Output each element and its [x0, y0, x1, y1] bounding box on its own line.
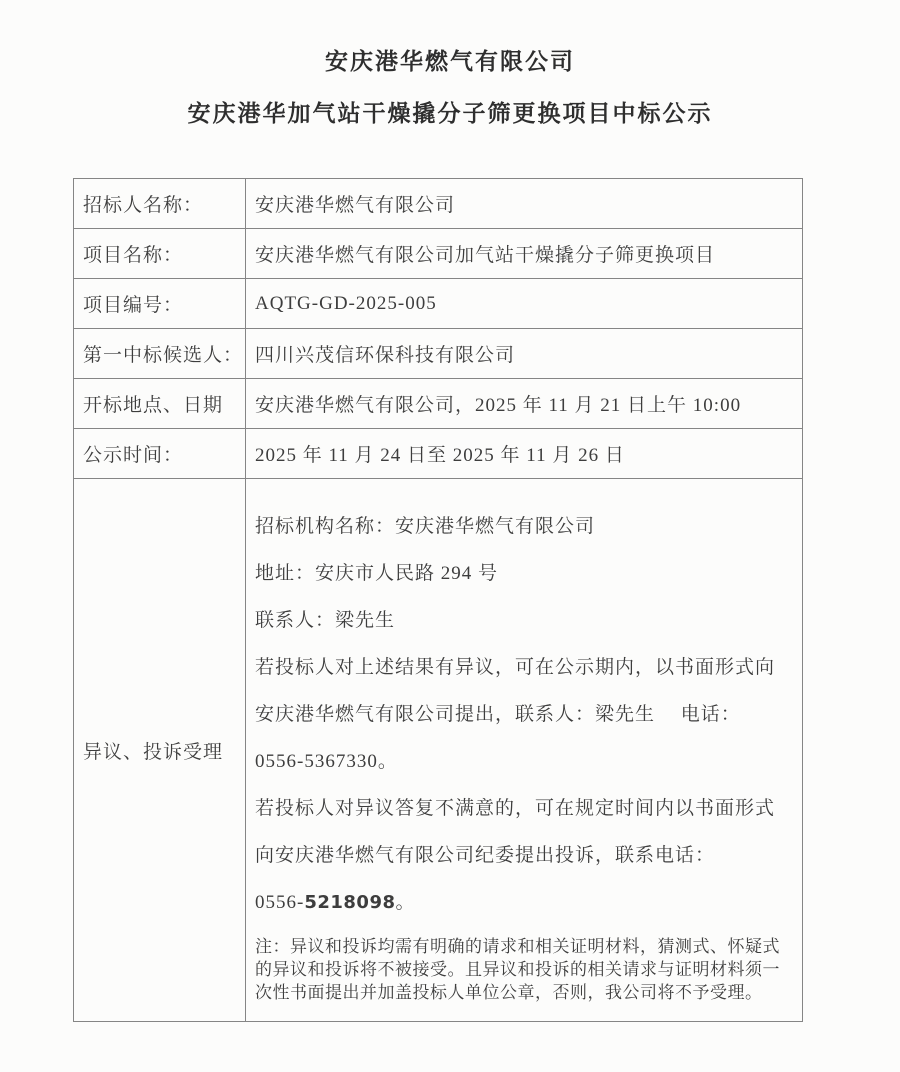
- row-value-objection: [246, 479, 803, 1022]
- objection-line-text: 安庆港华燃气有限公司提出，联系人：梁先生 电话：: [255, 704, 741, 725]
- note-line: 的异议和投诉将不被接受。且异议和投诉的相关请求与证明材料须一: [255, 960, 780, 979]
- row-value-tenderer-name: 安庆港华燃气有限公司: [246, 179, 803, 229]
- table-row: [74, 179, 803, 229]
- document-title-line2: 安庆港华加气站干燥撬分子筛更换项目中标公示: [187, 101, 713, 126]
- objection-line-text: 若投标人对上述结果有异议，可在公示期内，以书面形式向: [255, 657, 776, 678]
- row-label-objection: 异议、投诉受理: [74, 479, 246, 1022]
- row-value-project-name: 安庆港华燃气有限公司加气站干燥撬分子筛更换项目: [246, 229, 803, 279]
- row-label-bid-opening: 开标地点、日期: [74, 379, 246, 429]
- objection-line-agency: 招标机构名称：安庆港华燃气有限公司: [255, 516, 596, 537]
- objection-phone-2: [255, 879, 802, 926]
- award-announcement-table: [73, 178, 803, 1022]
- row-value-publicity-period: 2025 年 11 月 24 日至 2025 年 11 月 26 日: [246, 429, 803, 479]
- row-value-first-candidate: 四川兴茂信环保科技有限公司: [246, 329, 803, 379]
- table-row: [74, 229, 803, 279]
- row-value-bid-opening: 安庆港华燃气有限公司，2025 年 11 月 21 日上午 10:00: [246, 379, 803, 429]
- note-line: 次性书面提出并加盖投标人单位公章，否则，我公司将不予受理。: [255, 983, 763, 1002]
- phone-number-bold: 5218098: [304, 892, 396, 913]
- phone-prefix: 0556-: [255, 892, 305, 913]
- table-row: [74, 429, 803, 479]
- row-label-first-candidate: 第一中标候选人：: [74, 329, 246, 379]
- row-value-project-number: AQTG-GD-2025-005: [246, 279, 803, 329]
- table-row: [74, 379, 803, 429]
- row-label-tenderer-name: 招标人名称：: [74, 179, 246, 229]
- document-title-line1: 安庆港华燃气有限公司: [325, 49, 575, 74]
- objection-note: [255, 935, 802, 1004]
- phone-suffix: 。: [395, 892, 416, 913]
- objection-line-address: 地址：安庆市人民路 294 号: [255, 563, 499, 584]
- table-row: [74, 329, 803, 379]
- row-label-project-number: 项目编号：: [74, 279, 246, 329]
- objection-phone-1: 0556-5367330。: [255, 751, 398, 772]
- row-label-publicity-period: 公示时间：: [74, 429, 246, 479]
- objection-line-text: 若投标人对异议答复不满意的，可在规定时间内以书面形式: [255, 798, 776, 819]
- row-label-project-name: 项目名称：: [74, 229, 246, 279]
- objection-line-contact: 联系人：梁先生: [255, 610, 396, 631]
- note-line: 注：异议和投诉均需有明确的请求和相关证明材料，猜测式、怀疑式: [255, 937, 780, 956]
- table-row-objection: [74, 479, 803, 1022]
- table-row: [74, 279, 803, 329]
- objection-line-text: 向安庆港华燃气有限公司纪委提出投诉，联系电话：: [255, 845, 716, 866]
